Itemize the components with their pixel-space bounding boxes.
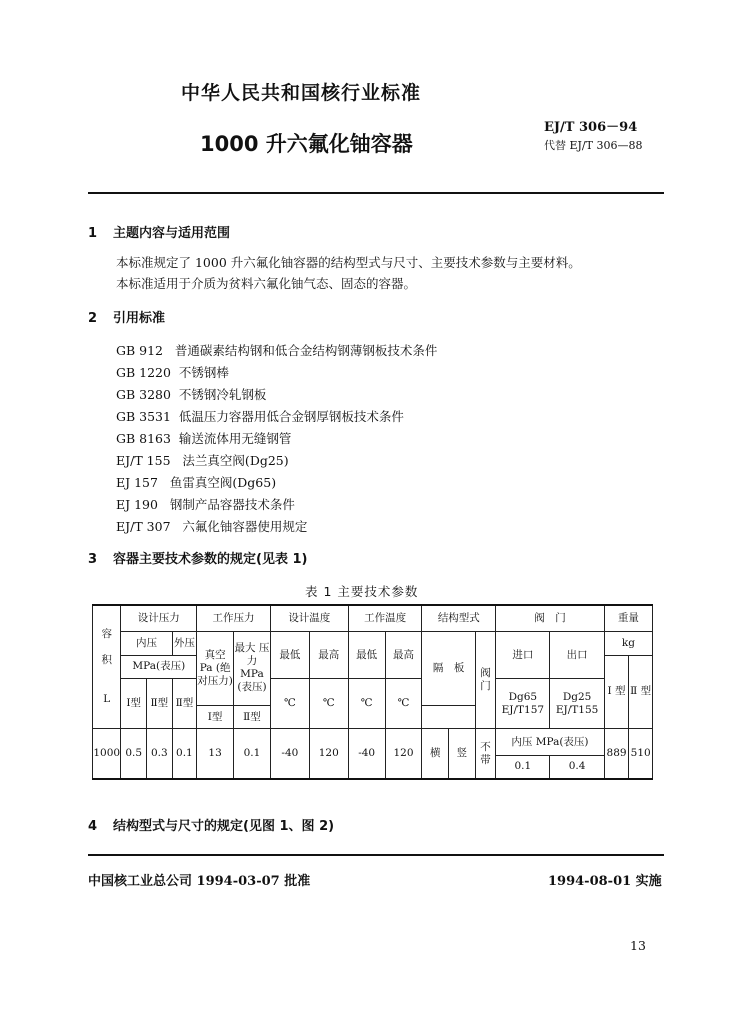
cell-inlet-pressure: 0.1 bbox=[496, 755, 550, 779]
work-temp-max: 最高 bbox=[385, 631, 422, 679]
standard-code: EJ/T 306－94 bbox=[544, 120, 638, 135]
weight-header: 重量 bbox=[604, 605, 652, 631]
effective-date: 1994-08-01 实施 bbox=[548, 874, 662, 889]
cell-dp-inner-1: 0.5 bbox=[121, 729, 147, 779]
cell-dp-inner-2: 0.3 bbox=[147, 729, 173, 779]
partition-type1-header: Ⅰ型 bbox=[197, 705, 234, 729]
reference-list bbox=[116, 340, 437, 538]
section-1-para-1: 本标准规定了 1000 升六氟化铀容器的结构型式与尺寸、主要技术参数与主要材料。 bbox=[116, 255, 581, 270]
approval-line: 中国核工业总公司 1994-03-07 批准 bbox=[88, 874, 311, 889]
section-2-heading: 2 引用标准 bbox=[88, 311, 166, 326]
volume-header: 容 积 L bbox=[93, 605, 121, 729]
work-temp-max-unit: ℃ bbox=[385, 679, 422, 729]
design-pressure-header: 设计压力 bbox=[121, 605, 197, 631]
inner-type1-header: Ⅰ型 bbox=[121, 679, 147, 729]
work-temp-min: 最低 bbox=[348, 631, 385, 679]
cell-dt-max: 120 bbox=[309, 729, 348, 779]
replaces-code: 代替 EJ/T 306—88 bbox=[544, 139, 643, 152]
design-temp-max: 最高 bbox=[309, 631, 348, 679]
valve-header: 阀 门 bbox=[496, 605, 605, 631]
reference-item: EJ/T 155 法兰真空阀(Dg25) bbox=[116, 453, 289, 468]
section-1-para-2: 本标准适用于介质为贫料六氟化铀气态、固态的容器。 bbox=[116, 276, 417, 291]
cell-vacuum: 13 bbox=[197, 729, 234, 779]
mpa-gauge-header: MPa(表压) bbox=[121, 655, 197, 679]
parameters-table bbox=[92, 604, 653, 780]
cell-volume: 1000 bbox=[93, 729, 121, 779]
reference-item: GB 3280 不锈钢冷轧钢板 bbox=[116, 387, 267, 402]
page-number: 13 bbox=[630, 938, 646, 953]
cell-wt-min: -40 bbox=[348, 729, 385, 779]
inlet-header: 进口 bbox=[496, 631, 550, 679]
cell-wt-max: 120 bbox=[385, 729, 422, 779]
section-1-heading: 1 主题内容与适用范围 bbox=[88, 226, 231, 241]
reference-item: EJ 157 鱼雷真空阀(Dg65) bbox=[116, 475, 277, 490]
cell-valve-pressure-label: 内压 MPa(表压) bbox=[496, 729, 605, 755]
partition-type2-header: Ⅱ型 bbox=[234, 705, 271, 729]
work-temp-header: 工作温度 bbox=[348, 605, 422, 631]
vacuum-header: 真空 Pa (绝对压力) bbox=[197, 631, 234, 705]
outlet-spec: Dg25 EJ/T155 bbox=[550, 679, 604, 729]
design-temp-max-unit: ℃ bbox=[309, 679, 348, 729]
max-pressure-header: 最大 压力 MPa (表压) bbox=[234, 631, 271, 705]
footer-rule bbox=[88, 854, 664, 856]
reference-item: GB 912 普通碳素结构钢和低合金结构钢薄钢板技术条件 bbox=[116, 343, 438, 358]
inner-pressure-header: 内压 bbox=[121, 631, 172, 655]
cell-weight-2: 510 bbox=[629, 729, 653, 779]
work-pressure-header: 工作压力 bbox=[197, 605, 271, 631]
design-temp-min-unit: ℃ bbox=[270, 679, 309, 729]
issuing-body: 中华人民共和国核行业标准 bbox=[181, 82, 422, 104]
weight-unit: kg bbox=[604, 631, 652, 655]
section-4-heading: 4 结构型式与尺寸的规定(见图 1、图 2) bbox=[88, 819, 335, 834]
inner-type2-header: Ⅱ型 bbox=[147, 679, 173, 729]
weight-type1-header: Ⅰ 型 bbox=[604, 655, 629, 729]
cell-partition-1: 横 bbox=[422, 729, 449, 779]
outer-type2-header: Ⅱ型 bbox=[172, 679, 197, 729]
cell-partition-2: 竖 bbox=[449, 729, 476, 779]
reference-item: EJ/T 307 六氟化铀容器使用规定 bbox=[116, 519, 308, 534]
reference-item: GB 8163 输送流体用无缝钢管 bbox=[116, 431, 292, 446]
valve-door-header: 阀 门 bbox=[475, 631, 495, 729]
weight-type2-header: Ⅱ 型 bbox=[629, 655, 653, 729]
cell-weight-1: 889 bbox=[604, 729, 629, 779]
header-rule bbox=[88, 192, 664, 194]
cell-outlet-pressure: 0.4 bbox=[550, 755, 604, 779]
inlet-spec: Dg65 EJ/T157 bbox=[496, 679, 550, 729]
work-temp-min-unit: ℃ bbox=[348, 679, 385, 729]
structure-header: 结构型式 bbox=[422, 605, 496, 631]
document-title: 1000 升六氟化铀容器 bbox=[200, 132, 413, 156]
cell-dp-outer: 0.1 bbox=[172, 729, 197, 779]
design-temp-min: 最低 bbox=[270, 631, 309, 679]
reference-item: EJ 190 钢制产品容器技术条件 bbox=[116, 497, 295, 512]
cell-no-valve: 不带 bbox=[475, 729, 495, 779]
reference-item: GB 1220 不锈钢棒 bbox=[116, 365, 229, 380]
partition-header: 隔 板 bbox=[422, 631, 475, 705]
outer-pressure-header: 外压 bbox=[172, 631, 197, 655]
cell-dt-min: -40 bbox=[270, 729, 309, 779]
table-caption: 表 1 主要技术参数 bbox=[305, 584, 419, 599]
design-temp-header: 设计温度 bbox=[270, 605, 348, 631]
outlet-header: 出口 bbox=[550, 631, 604, 679]
section-3-heading: 3 容器主要技术参数的规定(见表 1) bbox=[88, 552, 308, 567]
cell-wp-max: 0.1 bbox=[234, 729, 271, 779]
reference-item: GB 3531 低温压力容器用低合金钢厚钢板技术条件 bbox=[116, 409, 404, 424]
